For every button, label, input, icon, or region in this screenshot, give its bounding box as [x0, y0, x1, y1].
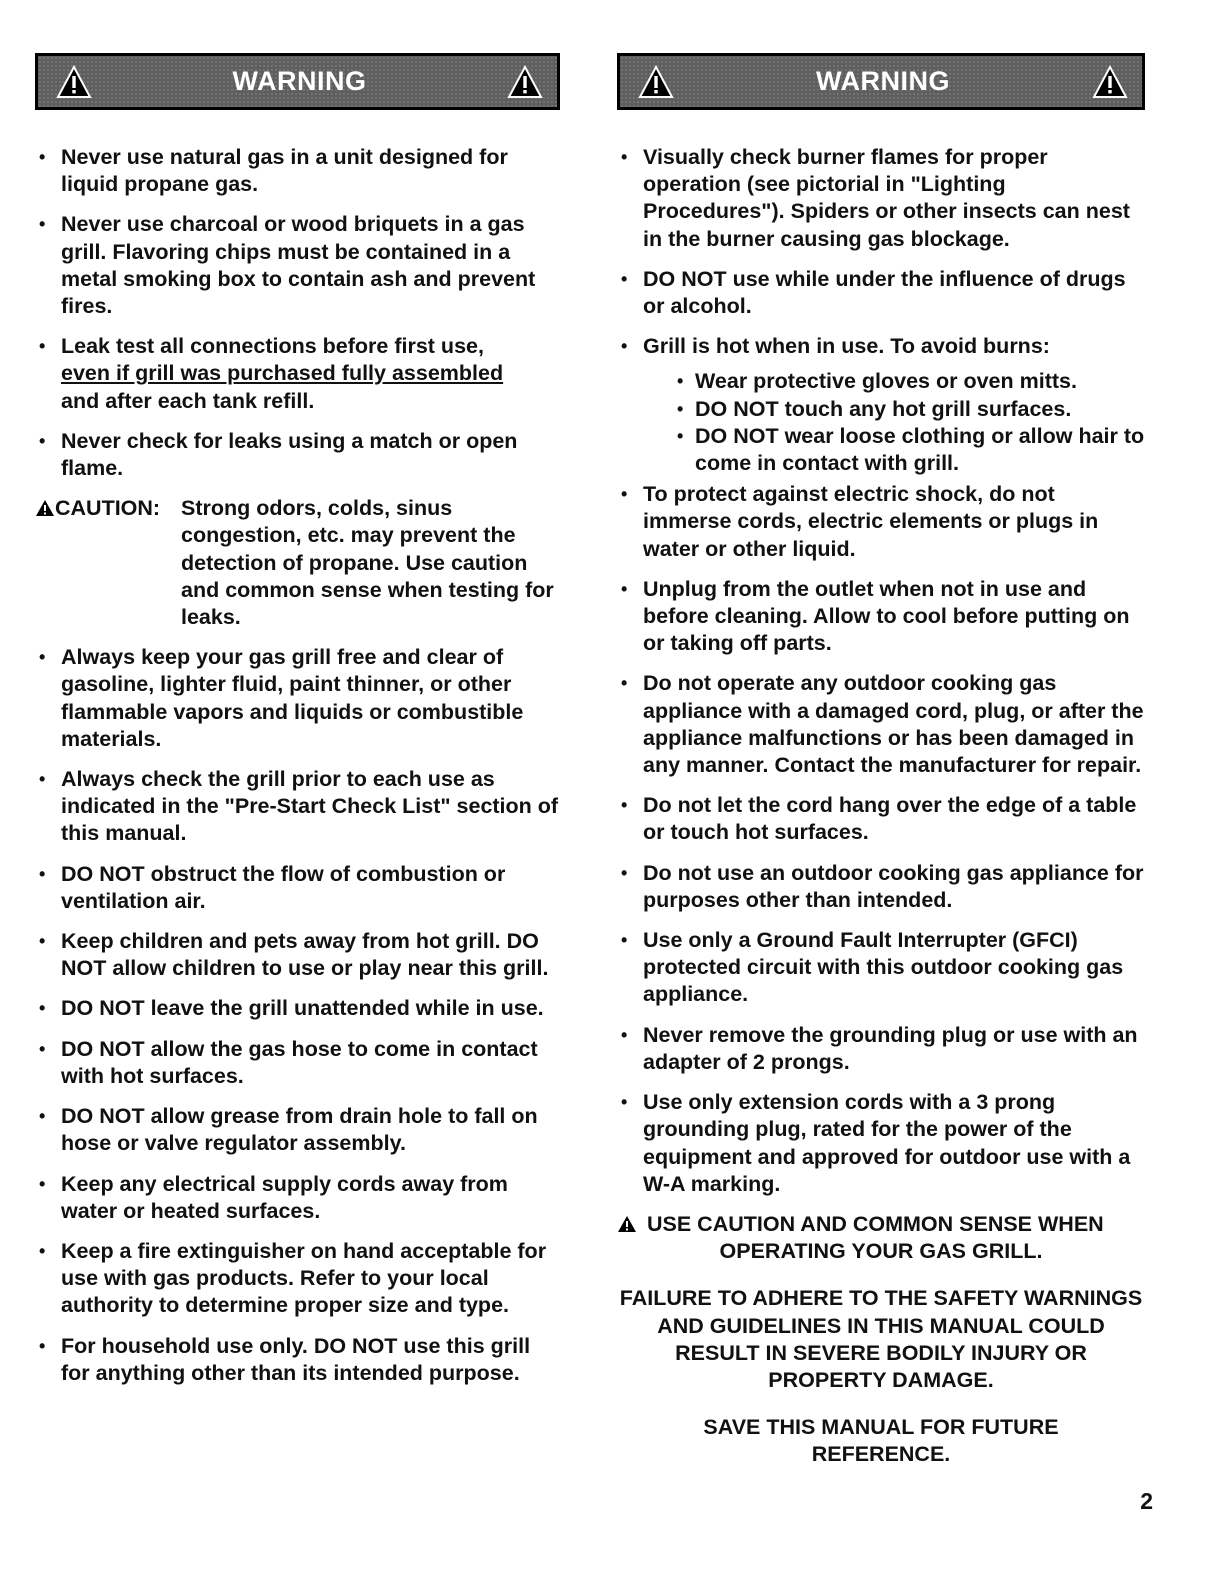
caution-text: Strong odors, colds, sinus congestion, etc. may prevent the detection of propane. Use caution and common sense when testing for leaks. [181, 496, 554, 630]
bullet-icon: • [39, 931, 46, 952]
bullet-icon: • [39, 1335, 46, 1356]
list-item: • Always keep your gas grill free and clear of gasoline, lighter fluid, paint thinner, or other flammable vapors and liquids or combustible materials. [39, 645, 524, 751]
list-item: • Never check for leaks using a match or open flame. [39, 428, 518, 481]
bullet-icon: • [39, 214, 46, 235]
bullet-icon: • [621, 862, 628, 883]
bullet-icon: • [39, 1038, 46, 1059]
list-item: • Use only extension cords with a 3 prong grounding plug, rated for the power of the equipment and approved for outdoor use with a W-A marking. [621, 1090, 1131, 1196]
bullet-icon: • [39, 1106, 46, 1127]
bullet-icon: • [677, 398, 684, 419]
bullet-icon: • [621, 795, 628, 816]
bullet-icon: • [621, 930, 628, 951]
warning-triangle-icon [1092, 65, 1128, 99]
list-item: • Keep a fire extinguisher on hand acceptable for use with gas products. Refer to your local authority to determine proper size and type. [39, 1238, 547, 1318]
closing-caution-line2: OPERATING YOUR GAS GRILL. [719, 1239, 1043, 1264]
warning-title: WARNING [232, 66, 367, 96]
list-item: • Keep children and pets away from hot grill. DO NOT allow children to use or play near this grill. [39, 929, 549, 981]
list-item: • Never remove the grounding plug or use with an adapter of 2 prongs. [621, 1022, 1138, 1074]
failure-notice: FAILURE TO ADHERE TO THE SAFETY WARNINGS AND GUIDELINES IN THIS MANUAL COULD RESULT IN SEVERE BODILY INJURY OR PROPERTY DAMAGE. [619, 1286, 1143, 1392]
bullet-icon: • [621, 1092, 628, 1113]
sub-list-item: • Wear protective gloves or oven mitts. [643, 368, 1145, 395]
caution-triangle-icon [35, 499, 55, 517]
bullet-icon: • [621, 268, 628, 289]
bullet-icon: • [39, 1173, 46, 1194]
bullet-icon: • [39, 1240, 46, 1261]
sub-list-item: • DO NOT wear loose clothing or allow hair to come in contact with grill. [677, 423, 1145, 476]
list-item: • Leak test all connections before first use, even if grill was purchased fully assembled and after each tank refill. [39, 334, 504, 413]
bullet-icon: • [39, 336, 46, 357]
list-item: • DO NOT use while under the influence of drugs or alcohol. [621, 266, 1126, 319]
bullet-icon: • [621, 578, 628, 599]
list-item: • Grill is hot when in use. To avoid burns: • Wear protective gloves or oven mitts. • DO NOT touch any hot grill surfaces. • DO NOT wear loose clothing or allow hair to come in contact with grill. [617, 333, 1145, 477]
sub-list-item: • DO NOT touch any hot grill surfaces. [643, 396, 1145, 423]
warning-title: WARNING [816, 66, 950, 96]
list-item: • DO NOT leave the grill unattended while in use. [35, 995, 560, 1022]
list-item: • Do not let the cord hang over the edge of a table or touch hot surfaces. [621, 793, 1137, 845]
caution-note [35, 495, 560, 631]
right-warning-list [617, 144, 1145, 1469]
bullet-icon: • [39, 430, 46, 451]
bullet-icon: • [621, 1024, 628, 1045]
burn-sub-list [643, 368, 1145, 477]
list-item: • Keep any electrical supply cords away from water or heated surfaces. [39, 1171, 508, 1223]
list-item: • DO NOT obstruct the flow of combustion or ventilation air. [39, 861, 506, 913]
closing-caution [617, 1211, 1145, 1469]
bullet-icon: • [39, 147, 46, 167]
bullet-icon: • [621, 147, 628, 167]
bullet-icon: • [677, 425, 684, 446]
warning-banner-right [617, 53, 1145, 110]
closing-caution-line1: USE CAUTION AND COMMON SENSE WHEN [647, 1211, 1104, 1236]
list-item: • Use only a Ground Fault Interrupter (GFCI) protected circuit with this outdoor cooking gas appliance. [621, 928, 1124, 1007]
caution-triangle-icon [617, 1215, 637, 1233]
list-item: • Visually check burner flames for proper operation (see pictorial in "Lighting Procedures"). Spiders or other insects can nest in the burner causing gas blockage. [621, 145, 1130, 251]
page-number: 2 [1140, 1488, 1153, 1514]
caution-label: CAUTION: [55, 496, 161, 521]
warning-triangle-icon [638, 65, 674, 99]
list-item: • Unplug from the outlet when not in use and before cleaning. Allow to cool before putting on or taking off parts. [621, 576, 1130, 656]
list-item: • To protect against electric shock, do not immerse cords, electric elements or plugs in water or other liquid. [621, 482, 1099, 561]
list-item: • DO NOT allow grease from drain hole to fall on hose or valve regulator assembly. [39, 1104, 538, 1156]
list-item: • Always check the grill prior to each use as indicated in the "Pre-Start Check List" section of this manual. [39, 767, 559, 846]
list-item: • For household use only. DO NOT use this grill for anything other than its intended purpose. [39, 1333, 531, 1385]
underlined-text: even if grill was purchased fully assembled [61, 361, 504, 386]
warning-triangle-icon [56, 65, 92, 99]
bullet-icon: • [39, 769, 46, 790]
bullet-icon: • [39, 998, 46, 1019]
list-item: • DO NOT allow the gas hose to come in contact with hot surfaces. [39, 1036, 538, 1088]
list-item: • Do not operate any outdoor cooking gas appliance with a damaged cord, plug, or after the appliance malfunctions or has been damaged in any manner. Contact the manufacturer for repair. [621, 671, 1144, 778]
bullet-icon: • [621, 484, 628, 505]
list-item: • Never use natural gas in a unit designed for liquid propane gas. [39, 145, 508, 197]
bullet-icon: • [621, 336, 628, 357]
warning-banner-left [35, 53, 560, 110]
bullet-icon: • [39, 863, 46, 884]
save-manual-notice: SAVE THIS MANUAL FOR FUTURE REFERENCE. [703, 1415, 1059, 1467]
warning-triangle-icon [507, 65, 543, 99]
list-item: • Never use charcoal or wood briquets in a gas grill. Flavoring chips must be contained in a metal smoking box to contain ash and prevent fires. [39, 212, 536, 319]
left-warning-list [35, 144, 560, 1400]
bullet-icon: • [39, 647, 46, 668]
list-item: • Do not use an outdoor cooking gas appliance for purposes other than intended. [621, 860, 1144, 912]
bullet-icon: • [677, 371, 684, 392]
bullet-icon: • [621, 673, 628, 694]
